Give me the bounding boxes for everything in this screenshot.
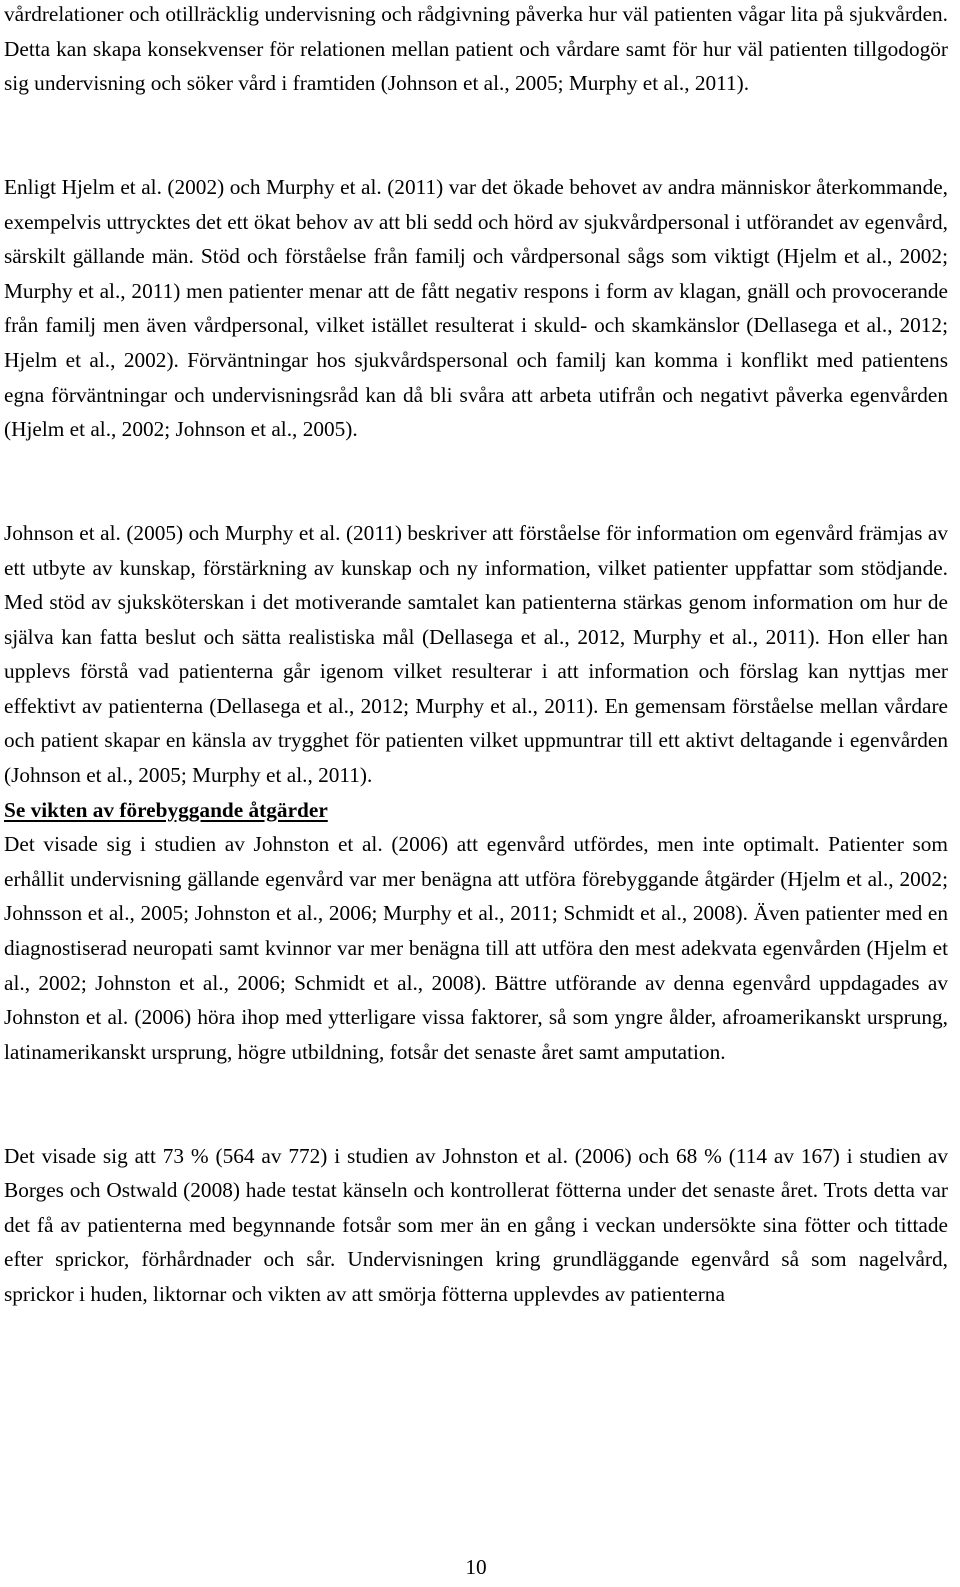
paragraph-relationships: vårdrelationer och otillräcklig undervisning och rådgivning påverka hur väl patienten vågar lita på sjukvården. Detta kan skapa konsekvenser för relationen mellan patient och vårdare samt för hur väl patienten tillgodogör sig undervisning och söker vård i framtiden (Johnson et al., 2005; Murphy et al., 2011).	[4, 2, 948, 96]
paragraph-preventive-measures: Det visade sig i studien av Johnston et al. (2006) att egenvård utfördes, men inte optimalt. Patienter som erhållit undervisning gällande egenvård var mer benägna att utföra förebyggande åtgärder (Hjelm et al., 2002; Johnsson et al., 2005; Johnston et al., 2006; Murphy et al., 2011; Schmidt et al., 2008). Även patienter med en diagnostiserad neuropati samt kvinnor var mer benägna till att utföra den mest adekvata egenvården (Hjelm et al., 2002; Johnston et al., 2006; Schmidt et al., 2008). Bättre utförande av denna egenvård uppdagades av Johnston et al. (2006) höra ihop med ytterligare vissa faktorer, så som yngre ålder, afroamerikanskt ursprung, latinamerikanskt ursprung, högre utbildning, fotsår det senaste året samt amputation.	[4, 832, 948, 1064]
section-heading: Se vikten av förebyggande åtgärder	[4, 797, 328, 822]
paragraph-support-needs: Enligt Hjelm et al. (2002) och Murphy et al. (2011) var det ökade behovet av andra människor återkommande, exempelvis uttrycktes det ett ökat behov av att bli sedd och hörd av sjukvårdpersonal i utförandet av egenvård, särskilt gällande män. Stöd och förståelse från familj och vårdpersonal sågs som viktigt (Hjelm et al., 2002; Murphy et al., 2011) men patienter menar att de fått negativ respons i form av klagan, gnäll och provocerande från familj men även vårdpersonal, vilket istället resulterat i skuld- och skamkänslor (Dellasega et al., 2012; Hjelm et al., 2002). Förväntningar hos sjukvårdspersonal och familj kan komma i konflikt med patientens egna förväntningar och undervisningsråd kan då bli svåra att arbeta utifrån och negativt påverka egenvården (Hjelm et al., 2002; Johnson et al., 2005).	[4, 174, 948, 442]
page-number: 10	[465, 1555, 487, 1579]
page-content	[4, 0, 948, 1312]
paragraph-foot-inspection: Det visade sig att 73 % (564 av 772) i studien av Johnston et al. (2006) och 68 % (114 av 167) i studien av Borges och Ostwald (2008) hade testat känseln och kontrollerat fötterna under det senaste året. Trots detta var det få av patienterna med begynnande fotsår som mer än en gång i veckan undersökte sina fötter och tittade efter sprickor, förhårdnader och sår. Undervisningen kring grundläggande egenvård så som nagelvård, sprickor i huden, liktornar och vikten av att smörja fötterna upplevdes av patienterna	[4, 1143, 948, 1306]
paragraph-understanding: Johnson et al. (2005) och Murphy et al. (2011) beskriver att förståelse för information om egenvård främjas av ett utbyte av kunskap, förstärkning av kunskap och ny information, vilket patienter uppfattar som stödjande. Med stöd av sjuksköterskan i det motiverande samtalet kan patienterna stärkas genom information om hur de själva kan fatta beslut och sätta realistiska mål (Dellasega et al., 2012, Murphy et al., 2011). Hon eller han upplevs förstå vad patienterna går igenom vilket resulterar i att information och förslag kan nyttjas mer effektivt av patienterna (Dellasega et al., 2012; Murphy et al., 2011). En gemensam förståelse mellan vårdare och patient skapar en känsla av trygghet för patienten vilket uppmuntrar till ett aktivt deltagande i egenvården (Johnson et al., 2005; Murphy et al., 2011).	[4, 520, 948, 788]
